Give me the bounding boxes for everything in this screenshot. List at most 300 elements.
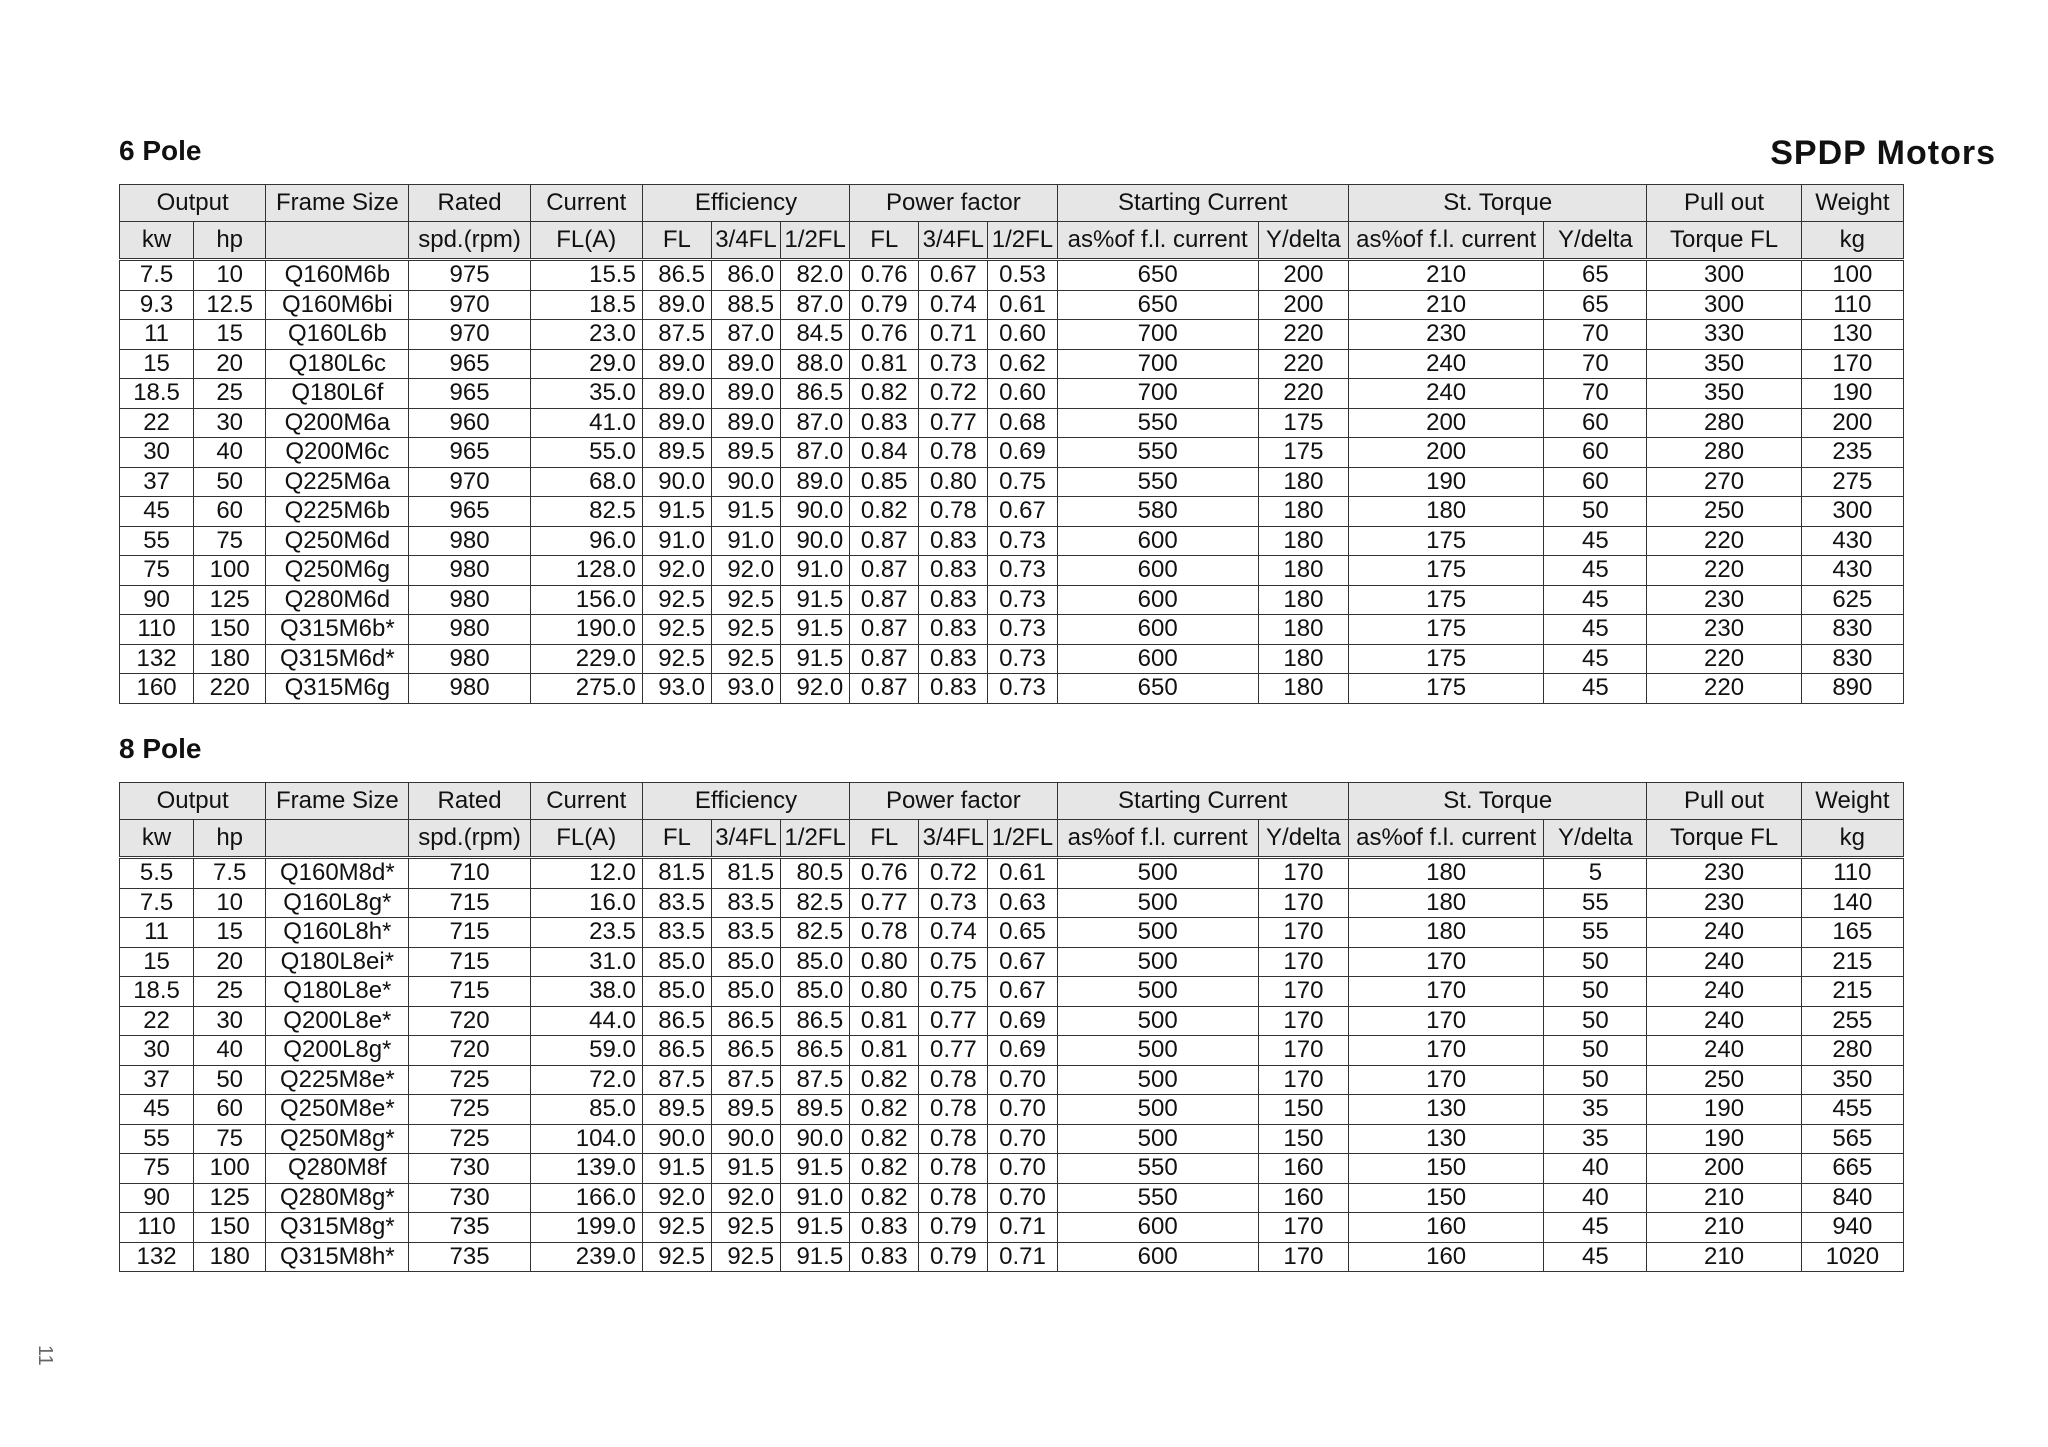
table-cell: 92.0 [711, 1183, 780, 1213]
table-cell: Q250M6d [266, 526, 409, 556]
table-cell: 175 [1348, 615, 1543, 645]
table-cell: 139.0 [530, 1154, 642, 1184]
table-row [120, 1183, 1904, 1213]
table-cell: 89.5 [781, 1095, 850, 1125]
header-cell: Efficiency [642, 783, 849, 820]
table-cell: Q180L6f [266, 379, 409, 409]
subheader-cell: FL [642, 222, 711, 260]
table-cell: 91.5 [781, 1154, 850, 1184]
table-cell: 170 [1801, 349, 1903, 379]
table-cell: 23.0 [530, 320, 642, 350]
table-cell: 215 [1801, 947, 1903, 977]
table-cell: 0.74 [919, 290, 988, 320]
table-cell: 84.5 [781, 320, 850, 350]
table-cell: 75 [194, 1124, 266, 1154]
table-cell: 85.0 [711, 977, 780, 1007]
table-cell: 0.81 [850, 349, 919, 379]
table-cell: 160 [120, 674, 194, 704]
subheader-cell: FL [850, 222, 919, 260]
table-cell: 92.5 [711, 1242, 780, 1272]
subheader-cell: hp [194, 222, 266, 260]
table-cell: Q250M8e* [266, 1095, 409, 1125]
table-cell: 210 [1348, 290, 1543, 320]
table-cell: 15 [194, 918, 266, 948]
table-cell: 150 [1348, 1154, 1543, 1184]
table-cell: 0.81 [850, 1036, 919, 1066]
table-cell: 100 [194, 556, 266, 586]
table-cell: 25 [194, 379, 266, 409]
table-cell: 150 [194, 1213, 266, 1243]
header-cell: St. Torque [1348, 783, 1646, 820]
table-cell: 55 [120, 1124, 194, 1154]
table-cell: 500 [1057, 1006, 1258, 1036]
table-cell: 840 [1801, 1183, 1903, 1213]
table-cell: 275 [1801, 467, 1903, 497]
subheader-cell: 1/2FL [781, 222, 850, 260]
table-cell: 250 [1647, 1065, 1801, 1095]
table-cell: 0.67 [988, 977, 1057, 1007]
table-cell: Q180L8ei* [266, 947, 409, 977]
table-cell: 715 [409, 977, 530, 1007]
table-cell: 170 [1348, 1065, 1543, 1095]
table-cell: 85.0 [781, 977, 850, 1007]
section-title-8-pole: 8 Pole [119, 733, 202, 764]
table-cell: 87.0 [781, 290, 850, 320]
table-row [120, 1213, 1904, 1243]
table-cell: 700 [1057, 379, 1258, 409]
table-cell: 220 [1647, 644, 1801, 674]
table-cell: Q315M6b* [266, 615, 409, 645]
table-cell: 280 [1647, 408, 1801, 438]
table-cell: 0.83 [919, 615, 988, 645]
table-cell: 15.5 [530, 260, 642, 291]
subheader-cell: spd.(rpm) [409, 222, 530, 260]
table-cell: 30 [120, 438, 194, 468]
table-cell: 90.0 [642, 467, 711, 497]
table-cell: 0.70 [988, 1065, 1057, 1095]
table-cell: 180 [194, 1242, 266, 1272]
table-row [120, 644, 1904, 674]
table-cell: 280 [1801, 1036, 1903, 1066]
table-cell: 0.73 [919, 888, 988, 918]
table-cell: 89.0 [642, 349, 711, 379]
table-cell: 240 [1647, 947, 1801, 977]
table-cell: 180 [1258, 526, 1348, 556]
table-cell: 0.77 [919, 1036, 988, 1066]
table-cell: 175 [1348, 526, 1543, 556]
subheader-cell: kw [120, 820, 194, 858]
subheader-cell: as%of f.l. current [1057, 222, 1258, 260]
table-cell: 45 [1544, 556, 1647, 586]
table-cell: 170 [1258, 1006, 1348, 1036]
table-cell: 45 [1544, 526, 1647, 556]
table-cell: 9.3 [120, 290, 194, 320]
table-cell: 0.83 [850, 1213, 919, 1243]
table-cell: 20 [194, 349, 266, 379]
table-cell: 0.78 [919, 1124, 988, 1154]
subheader-cell: as%of f.l. current [1057, 820, 1258, 858]
header-cell: Current [530, 185, 642, 222]
table-cell: 92.5 [642, 1213, 711, 1243]
table-cell: 86.5 [642, 1006, 711, 1036]
table-cell: 200 [1801, 408, 1903, 438]
table-cell: 0.83 [919, 585, 988, 615]
table-cell: 91.5 [642, 1154, 711, 1184]
table-cell: 0.67 [919, 260, 988, 291]
header-cell: Pull out [1647, 783, 1801, 820]
table-cell: 565 [1801, 1124, 1903, 1154]
table-cell: 0.68 [988, 408, 1057, 438]
table-cell: 220 [1258, 349, 1348, 379]
table-cell: 150 [1258, 1095, 1348, 1125]
table-cell: 55 [1544, 888, 1647, 918]
table-cell: 0.82 [850, 1154, 919, 1184]
table-cell: Q280M8f [266, 1154, 409, 1184]
table-cell: 0.53 [988, 260, 1057, 291]
table-row [120, 320, 1904, 350]
table-cell: 455 [1801, 1095, 1903, 1125]
table-cell: 180 [1258, 615, 1348, 645]
table-cell: 18.5 [530, 290, 642, 320]
table-cell: 0.87 [850, 585, 919, 615]
header-cell: Power factor [850, 783, 1057, 820]
header-cell: Rated [409, 185, 530, 222]
table-cell: 975 [409, 260, 530, 291]
table-cell: 0.77 [850, 888, 919, 918]
table-cell: 140 [1801, 888, 1903, 918]
table-cell: 0.83 [919, 556, 988, 586]
table-cell: 180 [1348, 888, 1543, 918]
table-cell: 12.5 [194, 290, 266, 320]
table-cell: 75 [120, 1154, 194, 1184]
table-cell: 830 [1801, 615, 1903, 645]
table-cell: 82.5 [530, 497, 642, 527]
table-cell: 550 [1057, 467, 1258, 497]
table-row [120, 1242, 1904, 1272]
table-cell: Q200M6c [266, 438, 409, 468]
table-cell: 45 [1544, 615, 1647, 645]
table-cell: 25 [194, 977, 266, 1007]
table-cell: 500 [1057, 918, 1258, 948]
table-cell: 230 [1348, 320, 1543, 350]
table-cell: 275.0 [530, 674, 642, 704]
table-cell: 7.5 [194, 858, 266, 889]
table-cell: 0.70 [988, 1095, 1057, 1125]
table-cell: 500 [1057, 1065, 1258, 1095]
table-cell: Q200M6a [266, 408, 409, 438]
table-cell: Q200L8e* [266, 1006, 409, 1036]
table-cell: 87.0 [781, 438, 850, 468]
table-cell: Q225M8e* [266, 1065, 409, 1095]
table-cell: 0.87 [850, 556, 919, 586]
table-cell: 160 [1258, 1154, 1348, 1184]
subheader-cell [266, 222, 409, 260]
table-cell: 0.83 [850, 1242, 919, 1272]
table-cell: 35 [1544, 1095, 1647, 1125]
table-cell: 104.0 [530, 1124, 642, 1154]
table-cell: 88.5 [711, 290, 780, 320]
table-cell: Q315M8h* [266, 1242, 409, 1272]
header-cell: Power factor [850, 185, 1057, 222]
table-cell: 970 [409, 320, 530, 350]
table-cell: 85.0 [781, 947, 850, 977]
table-cell: 89.0 [642, 379, 711, 409]
table-cell: 600 [1057, 1213, 1258, 1243]
table-cell: 0.81 [850, 1006, 919, 1036]
table-cell: 50 [1544, 1065, 1647, 1095]
table-cell: 0.79 [850, 290, 919, 320]
table-cell: 550 [1057, 438, 1258, 468]
table-cell: 725 [409, 1124, 530, 1154]
table-cell: 0.73 [988, 674, 1057, 704]
table-cell: 91.5 [781, 615, 850, 645]
table-cell: 0.73 [988, 526, 1057, 556]
table-cell: 500 [1057, 888, 1258, 918]
table-cell: 240 [1348, 349, 1543, 379]
header-cell: Frame Size [266, 783, 409, 820]
table-cell: 45 [120, 1095, 194, 1125]
table-row [120, 918, 1904, 948]
table-cell: 170 [1258, 1065, 1348, 1095]
table-cell: 82.5 [781, 918, 850, 948]
table-cell: 92.0 [642, 556, 711, 586]
table-cell: 430 [1801, 556, 1903, 586]
table-cell: 41.0 [530, 408, 642, 438]
table-cell: Q315M6g [266, 674, 409, 704]
subheader-cell: 3/4FL [711, 820, 780, 858]
table-cell: 50 [1544, 947, 1647, 977]
table-cell: 130 [1348, 1095, 1543, 1125]
table-cell: 86.5 [781, 1036, 850, 1066]
table-cell: 220 [194, 674, 266, 704]
table-row [120, 1065, 1904, 1095]
table-cell: 91.0 [642, 526, 711, 556]
table-row [120, 858, 1904, 889]
table-cell: 18.5 [120, 379, 194, 409]
table-cell: 199.0 [530, 1213, 642, 1243]
subheader-cell: Y/delta [1258, 222, 1348, 260]
table-cell: 87.5 [781, 1065, 850, 1095]
table-cell: 40 [1544, 1183, 1647, 1213]
table-cell: 0.80 [850, 947, 919, 977]
table-cell: 175 [1348, 585, 1543, 615]
table-row [120, 408, 1904, 438]
table-cell: 255 [1801, 1006, 1903, 1036]
table-cell: 720 [409, 1036, 530, 1066]
table-row [120, 349, 1904, 379]
table-cell: 300 [1801, 497, 1903, 527]
table-cell: 230 [1647, 615, 1801, 645]
table-cell: 965 [409, 438, 530, 468]
table-cell: Q160L8g* [266, 888, 409, 918]
table-cell: 730 [409, 1183, 530, 1213]
table-cell: 0.78 [919, 438, 988, 468]
subheader-cell: Torque FL [1647, 222, 1801, 260]
table-row [120, 497, 1904, 527]
subheader-cell: 1/2FL [988, 222, 1057, 260]
table-cell: 0.71 [919, 320, 988, 350]
table-cell: 180 [1258, 467, 1348, 497]
table-cell: 725 [409, 1065, 530, 1095]
table-cell: 89.5 [711, 1095, 780, 1125]
table-cell: 0.77 [919, 1006, 988, 1036]
table-cell: 15 [120, 947, 194, 977]
table-row [120, 947, 1904, 977]
table-cell: 500 [1057, 977, 1258, 1007]
table-row [120, 1095, 1904, 1125]
table-cell: 965 [409, 497, 530, 527]
table-cell: 215 [1801, 977, 1903, 1007]
table-cell: 83.5 [642, 918, 711, 948]
table-cell: 229.0 [530, 644, 642, 674]
header-cell: Starting Current [1057, 783, 1348, 820]
table-cell: 0.78 [850, 918, 919, 948]
table-cell: 715 [409, 947, 530, 977]
table-cell: 170 [1258, 977, 1348, 1007]
table-cell: 156.0 [530, 585, 642, 615]
table-cell: 89.0 [642, 290, 711, 320]
table-cell: 130 [1801, 320, 1903, 350]
table-cell: 86.5 [642, 1036, 711, 1066]
table-cell: 0.85 [850, 467, 919, 497]
table-cell: 20 [194, 947, 266, 977]
table-cell: 83.5 [711, 888, 780, 918]
table-cell: 190 [1801, 379, 1903, 409]
table-cell: 5 [1544, 858, 1647, 889]
table-cell: 128.0 [530, 556, 642, 586]
table-cell: Q315M6d* [266, 644, 409, 674]
table-cell: 0.63 [988, 888, 1057, 918]
table-cell: Q160L6b [266, 320, 409, 350]
table-cell: Q225M6b [266, 497, 409, 527]
header-cell: Output [120, 185, 266, 222]
table-cell: 60 [194, 1095, 266, 1125]
table-cell: 700 [1057, 320, 1258, 350]
table-cell: 89.0 [711, 379, 780, 409]
table-cell: 500 [1057, 1036, 1258, 1066]
table-cell: 600 [1057, 615, 1258, 645]
table-cell: 240 [1647, 977, 1801, 1007]
table-cell: 210 [1647, 1213, 1801, 1243]
table-cell: 50 [1544, 1036, 1647, 1066]
table-cell: 110 [1801, 858, 1903, 889]
table-cell: 87.5 [711, 1065, 780, 1095]
table-cell: 980 [409, 556, 530, 586]
table-cell: 37 [120, 1065, 194, 1095]
table-cell: 68.0 [530, 467, 642, 497]
table-cell: 180 [1348, 918, 1543, 948]
table-cell: 200 [1348, 408, 1543, 438]
table-cell: 240 [1348, 379, 1543, 409]
table-cell: Q280M6d [266, 585, 409, 615]
table-cell: 92.0 [711, 556, 780, 586]
table-cell: 0.71 [988, 1242, 1057, 1272]
table-cell: 82.0 [781, 260, 850, 291]
table-cell: 0.72 [919, 858, 988, 889]
table-cell: 50 [1544, 497, 1647, 527]
table-cell: 87.0 [711, 320, 780, 350]
table-cell: 91.5 [781, 1242, 850, 1272]
table-cell: 87.5 [642, 1065, 711, 1095]
table-cell: 0.71 [988, 1213, 1057, 1243]
table-cell: Q160M8d* [266, 858, 409, 889]
table-cell: 0.69 [988, 1036, 1057, 1066]
table-cell: 710 [409, 858, 530, 889]
table-cell: 92.5 [711, 644, 780, 674]
table-cell: 50 [194, 467, 266, 497]
table-cell: 45 [120, 497, 194, 527]
table-cell: 60 [1544, 467, 1647, 497]
table-cell: 0.83 [850, 408, 919, 438]
table-cell: 240 [1647, 1036, 1801, 1066]
table-cell: 170 [1258, 1242, 1348, 1272]
header-cell: Starting Current [1057, 185, 1348, 222]
table-row [120, 585, 1904, 615]
table-cell: 715 [409, 888, 530, 918]
table-cell: 55.0 [530, 438, 642, 468]
section-title-6-pole: 6 Pole [119, 135, 202, 166]
table-cell: 86.5 [781, 379, 850, 409]
table-cell: 93.0 [642, 674, 711, 704]
table-cell: 180 [1258, 644, 1348, 674]
table-cell: 180 [1258, 497, 1348, 527]
subheader-cell: kw [120, 222, 194, 260]
table-cell: 200 [1258, 260, 1348, 291]
table-cell: 210 [1647, 1183, 1801, 1213]
table-cell: 0.87 [850, 526, 919, 556]
table-cell: 0.82 [850, 1183, 919, 1213]
subheader-cell [266, 820, 409, 858]
table-cell: 700 [1057, 349, 1258, 379]
table-row [120, 379, 1904, 409]
table-row [120, 977, 1904, 1007]
table-cell: 11 [120, 918, 194, 948]
table-row [120, 1006, 1904, 1036]
table-cell: 170 [1348, 977, 1543, 1007]
table-cell: 600 [1057, 556, 1258, 586]
table-cell: 970 [409, 290, 530, 320]
table-cell: 980 [409, 526, 530, 556]
table-cell: 220 [1647, 674, 1801, 704]
table-cell: 725 [409, 1095, 530, 1125]
table-cell: 190 [1348, 467, 1543, 497]
table-cell: 45 [1544, 585, 1647, 615]
table-cell: 110 [120, 615, 194, 645]
table-cell: 170 [1348, 1036, 1543, 1066]
subheader-cell: as%of f.l. current [1348, 820, 1543, 858]
table-cell: 130 [1348, 1124, 1543, 1154]
table-cell: 92.5 [711, 1213, 780, 1243]
table-cell: 170 [1258, 858, 1348, 889]
table-cell: 0.61 [988, 858, 1057, 889]
table-cell: Q280M8g* [266, 1183, 409, 1213]
subheader-cell: Y/delta [1544, 222, 1647, 260]
table-cell: 970 [409, 467, 530, 497]
table-cell: 150 [194, 615, 266, 645]
table-cell: 190.0 [530, 615, 642, 645]
table-cell: 125 [194, 585, 266, 615]
table-cell: 55 [1544, 918, 1647, 948]
table-cell: Q250M6g [266, 556, 409, 586]
subheader-cell: Y/delta [1544, 820, 1647, 858]
table-cell: 30 [120, 1036, 194, 1066]
subheader-cell: 1/2FL [781, 820, 850, 858]
table-cell: 60 [194, 497, 266, 527]
table-cell: 11 [120, 320, 194, 350]
table-cell: 86.5 [781, 1006, 850, 1036]
table-cell: 110 [120, 1213, 194, 1243]
table-cell: 0.79 [919, 1213, 988, 1243]
